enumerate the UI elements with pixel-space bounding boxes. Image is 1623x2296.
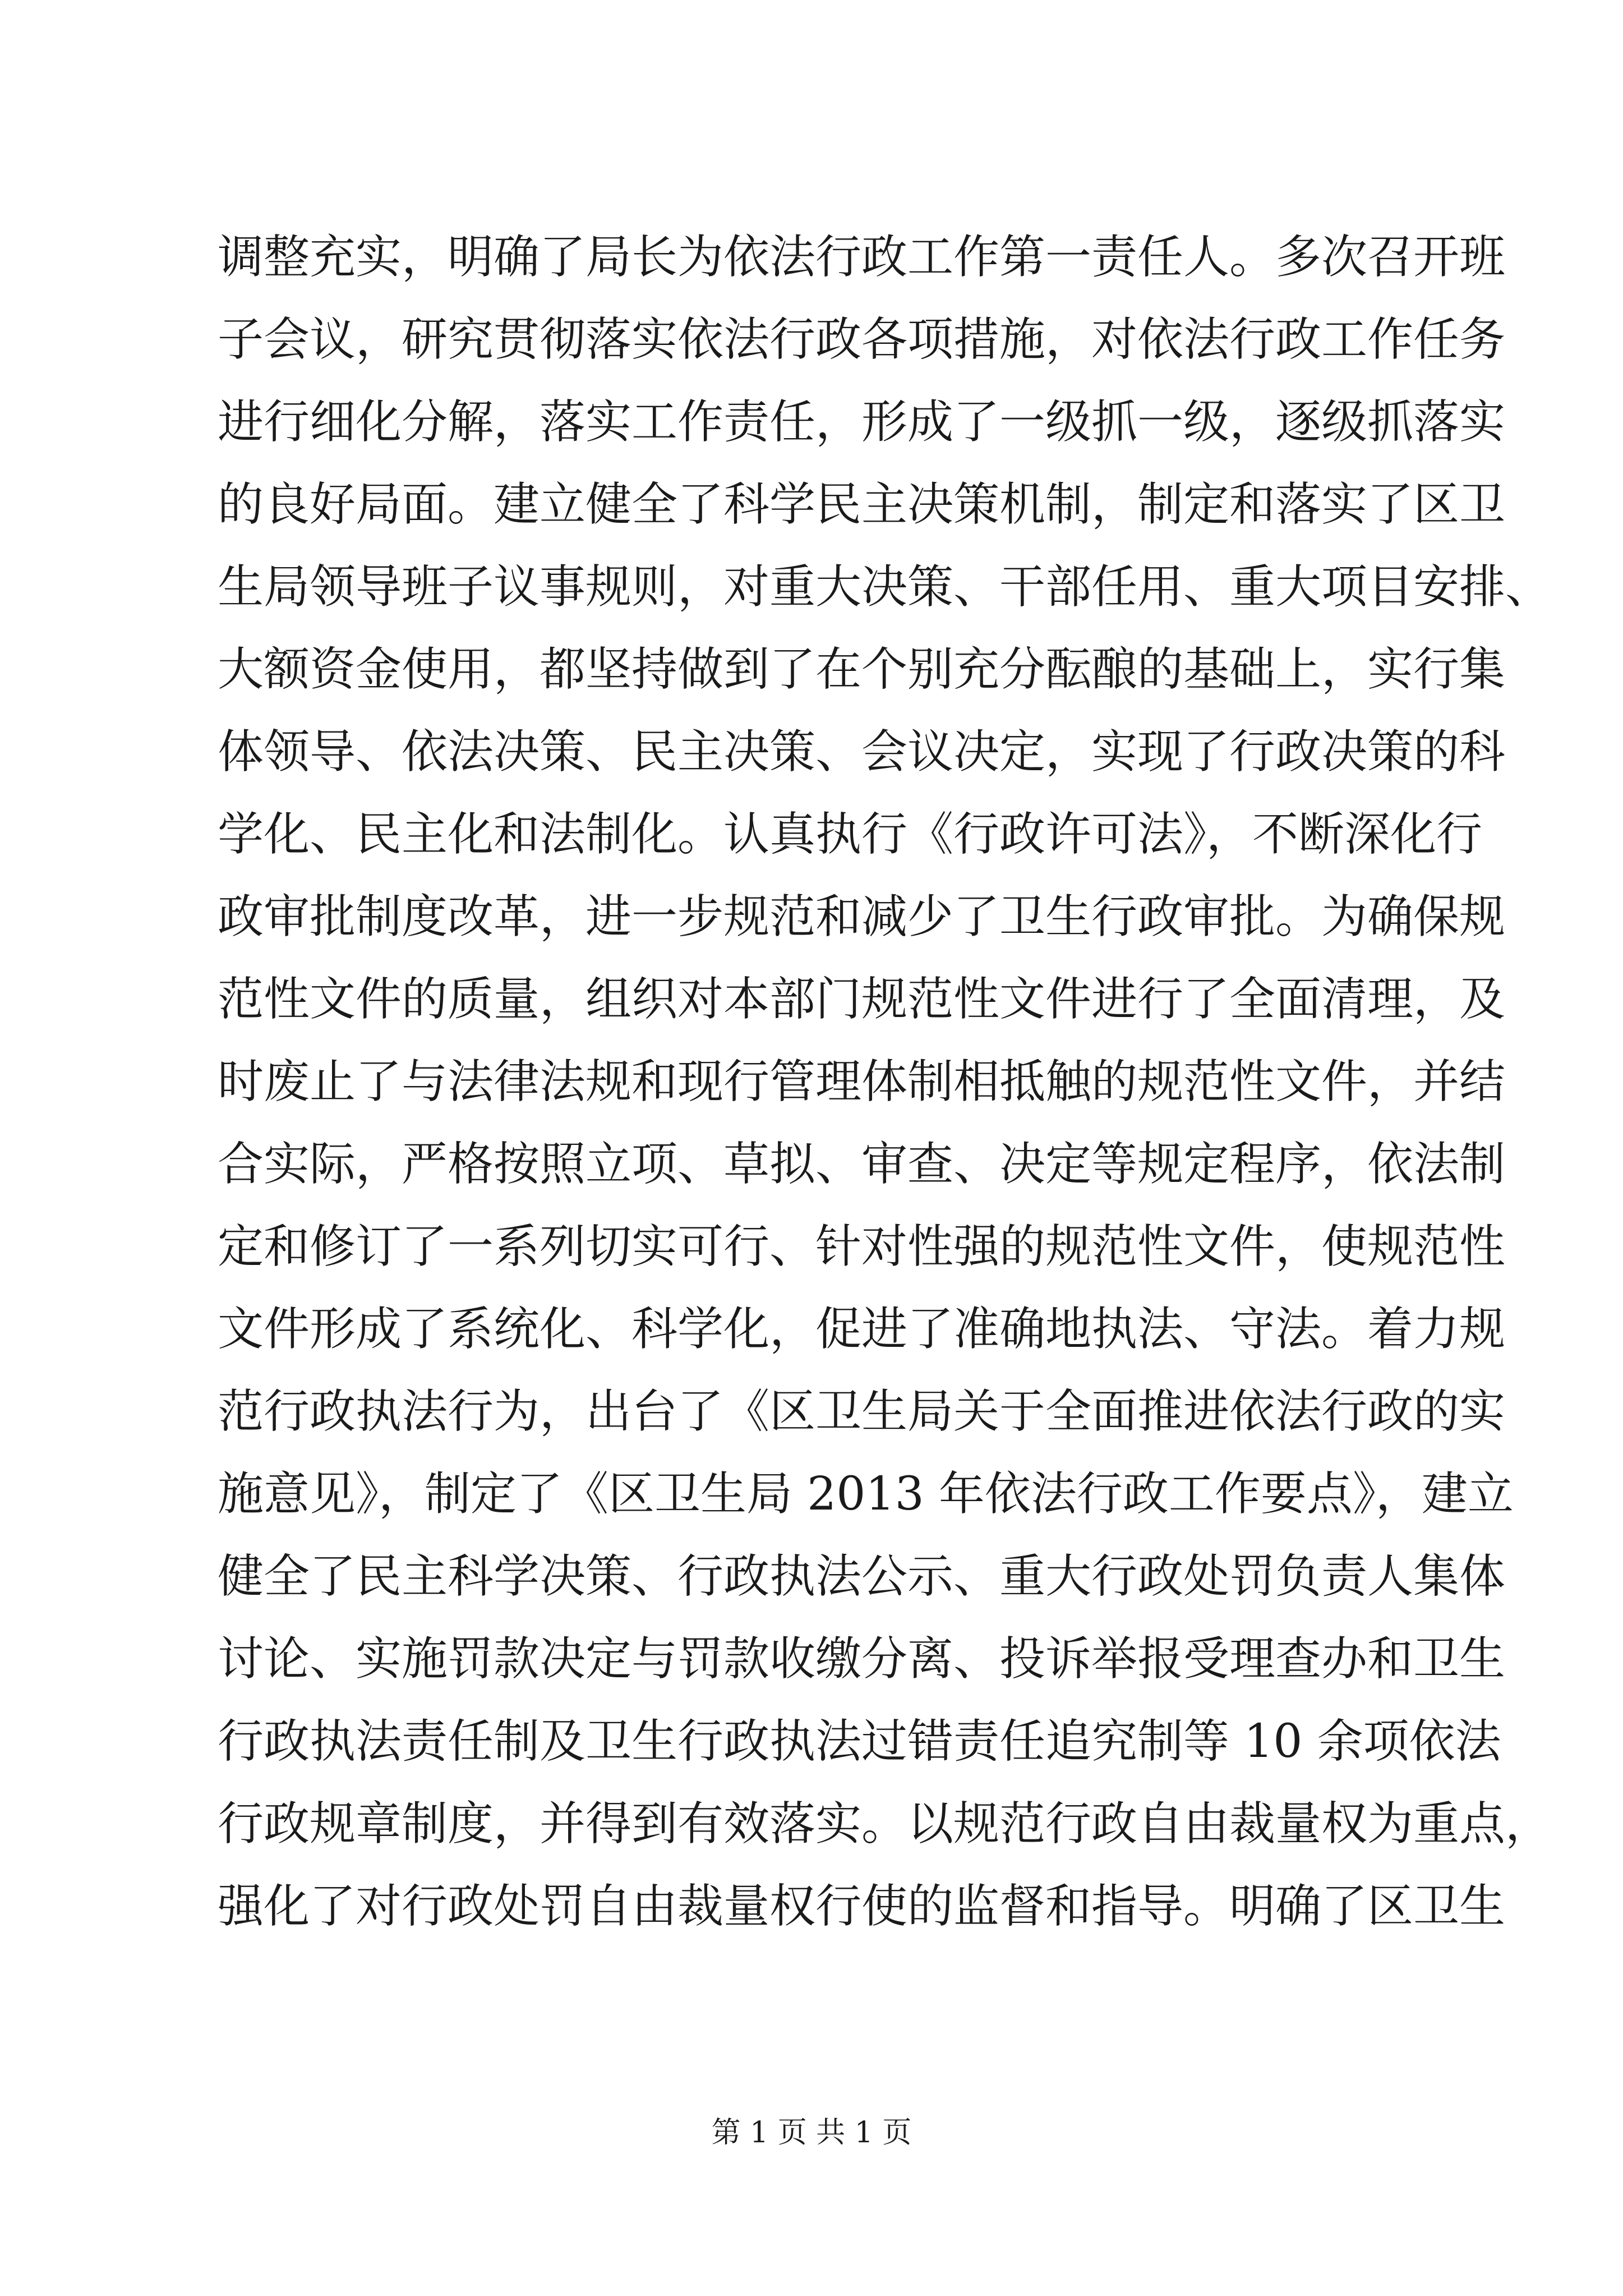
text-line-14: 文件形成了系统化、科学化，促进了准确地执法、守法。着力规: [218, 1303, 1506, 1356]
text-line-11: 时废止了与法律法规和现行管理体制相抵触的规范性文件，并结: [218, 1055, 1506, 1108]
page-number-label: 第 1 页 共 1 页: [711, 2116, 912, 2150]
text-line-1: 调整充实，明确了局长为依法行政工作第一责任人。多次召开班: [218, 231, 1506, 284]
text-line-15: 范行政执法行为，出台了《区卫生局关于全面推进依法行政的实: [218, 1385, 1506, 1438]
text-line-17: 健全了民主科学决策、行政执法公示、重大行政处罚负责人集体: [218, 1550, 1506, 1603]
text-line-16: 施意见》，制定了《区卫生局 2013 年依法行政工作要点》，建立: [218, 1467, 1514, 1521]
page-footer: [0, 2110, 1623, 2155]
text-line-4: 的良好局面。建立健全了科学民主决策机制，制定和落实了区卫: [218, 478, 1506, 531]
text-line-7: 体领导、依法决策、民主决策、会议决定，实现了行政决策的科: [218, 725, 1506, 779]
text-line-21: 强化了对行政处罚自由裁量权行使的监督和指导。明确了区卫生: [218, 1880, 1506, 1933]
text-line-19: 行政执法责任制及卫生行政执法过错责任追究制等 10 余项依法: [218, 1715, 1501, 1768]
text-line-8: 学化、民主化和法制化。认真执行《行政许可法》，不断深化行: [218, 808, 1483, 861]
text-line-18: 讨论、实施罚款决定与罚款收缴分离、投诉举报受理查办和卫生: [218, 1632, 1506, 1686]
text-line-13: 定和修订了一系列切实可行、针对性强的规范性文件，使规范性: [218, 1220, 1506, 1273]
text-line-6: 大额资金使用，都坚持做到了在个别充分酝酿的基础上，实行集: [218, 643, 1506, 696]
text-line-5: 生局领导班子议事规则，对重大决策、干部任用、重大项目安排、: [218, 560, 1552, 614]
text-line-10: 范性文件的质量，组织对本部门规范性文件进行了全面清理，及: [218, 973, 1506, 1026]
text-line-20: 行政规章制度，并得到有效落实。以规范行政自由裁量权为重点，: [218, 1797, 1552, 1851]
text-line-3: 进行细化分解，落实工作责任，形成了一级抓一级，逐级抓落实: [218, 395, 1506, 449]
text-line-9: 政审批制度改革，进一步规范和减少了卫生行政审批。为确保规: [218, 890, 1506, 944]
body-text: [218, 216, 1552, 1948]
text-line-12: 合实际，严格按照立项、草拟、审查、决定等规定程序，依法制: [218, 1138, 1506, 1191]
text-line-2: 子会议，研究贯彻落实依法行政各项措施，对依法行政工作任务: [218, 313, 1506, 366]
